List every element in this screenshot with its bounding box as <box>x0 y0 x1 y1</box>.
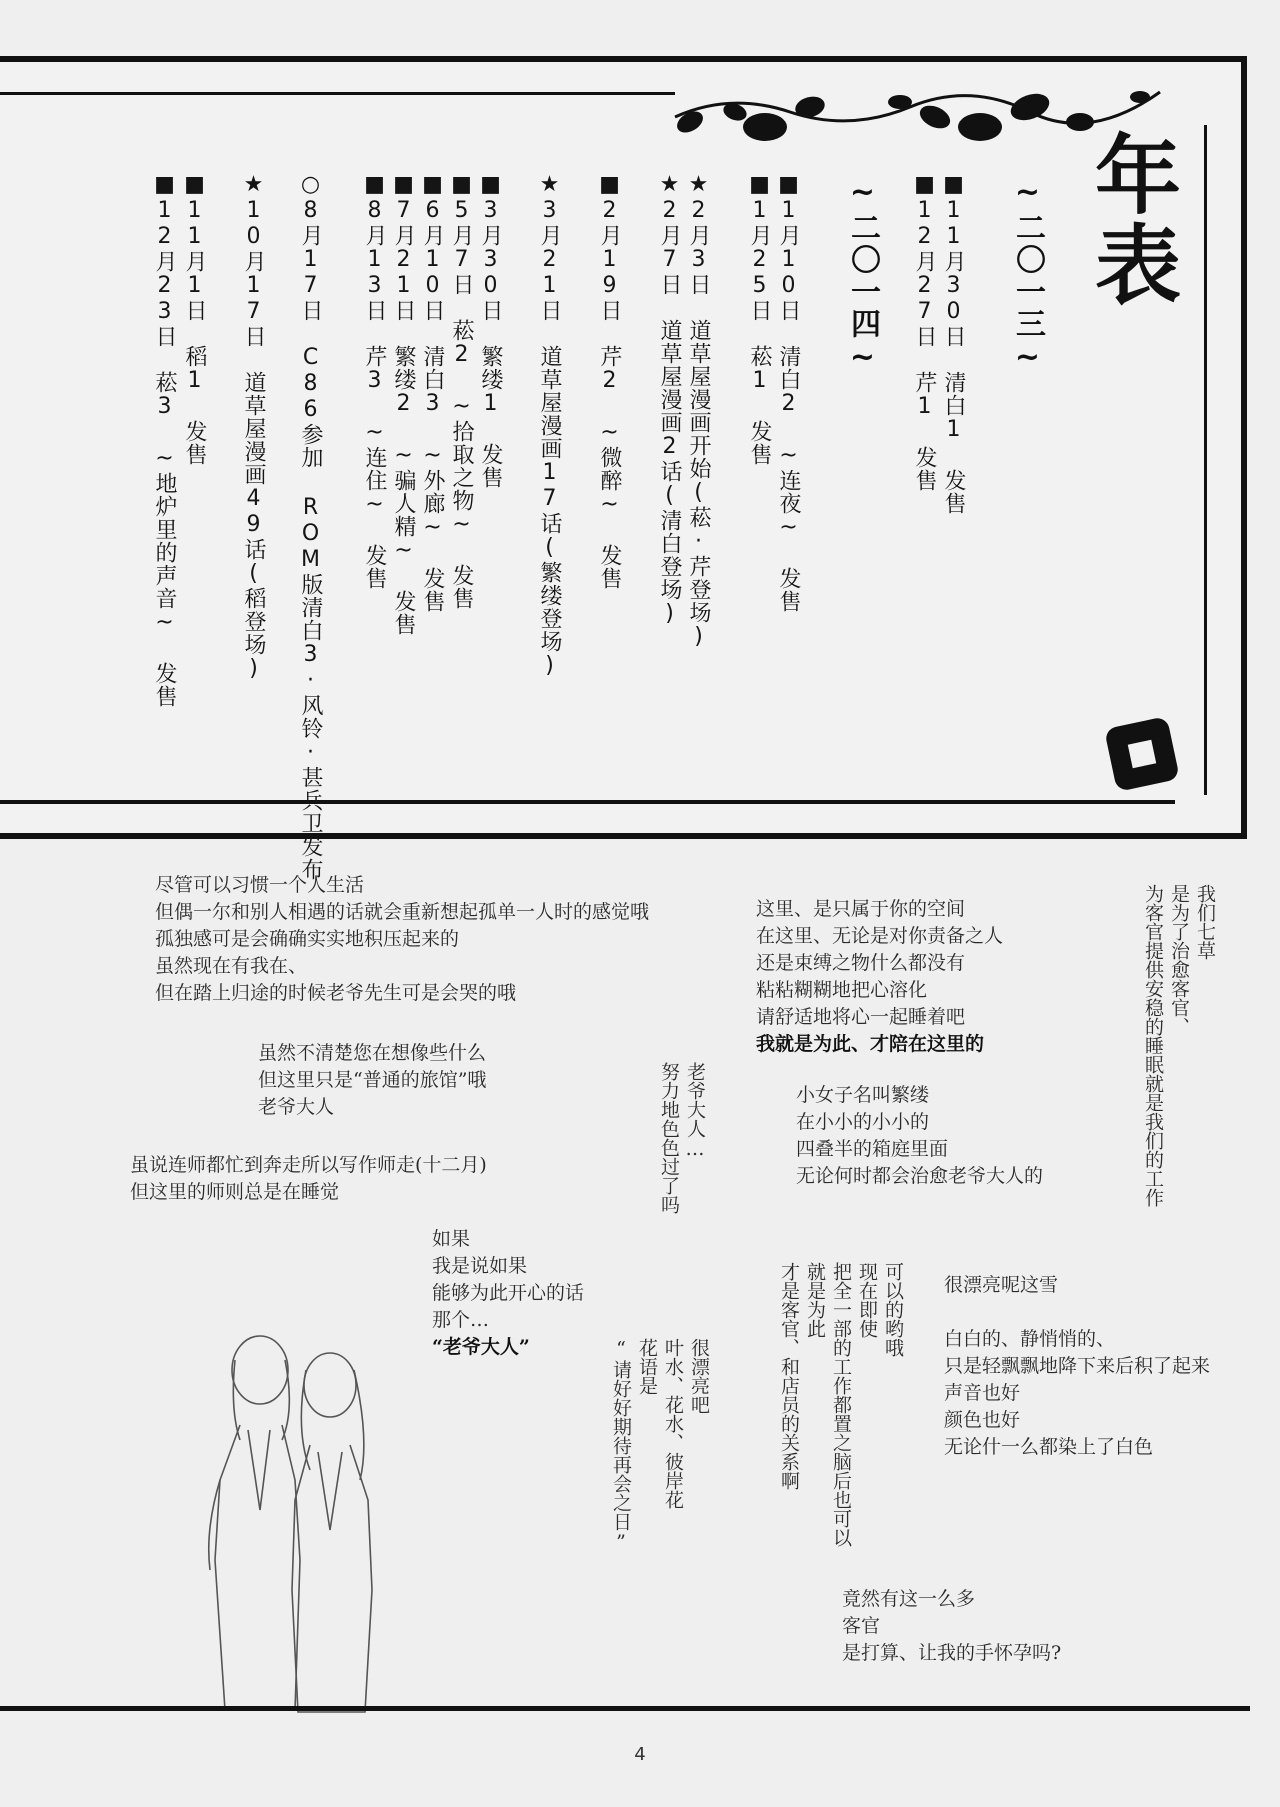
divider-line <box>1204 125 1207 795</box>
era-label-2014: ~二〇一四~ <box>845 175 880 377</box>
passage-block: 虽说连师都忙到奔走所以写作师走(十二月) 但这里的师则总是在睡觉 <box>130 1154 487 1203</box>
timeline-entry: ■11月1日 稻1 发售 <box>182 172 207 466</box>
divider-line <box>0 92 675 95</box>
timeline-entry: ■11月30日 清白1 发售 <box>941 172 966 515</box>
timeline-entry: ■12月23日 菘3 ~地炉里的声音~ 发售 <box>152 172 177 708</box>
passage-vertical: 老爷大人… 努力地色色过了吗 <box>658 1062 706 1214</box>
passage-block: 这里、是只属于你的空间 在这里、无论是对你责备之人 还是束缚之物什么都没有 粘粘糊糊地把心溶化 请舒适地将心一起睡着吧 我就是为此、才陪在这里的 <box>756 898 1004 1055</box>
passage-block: 尽管可以习惯一个人生活 但偶一尔和别人相遇的话就会重新想起孤单一人时的感觉哦 孤独感可是会确确实实地积压起来的 虽然现在有我在、 但在踏上归途的时候老爷先生可是会哭的哦 <box>155 874 650 1004</box>
timeline-entry: ■6月10日 清白3 ~外廊~ 发售 <box>420 172 445 613</box>
passage-block: 虽然不清楚您在想像些什么 但这里只是“普通的旅馆”哦 老爷大人 <box>258 1042 487 1118</box>
passage-vertical: 很漂亮吧 叶水、花水、彼岸花 花语是 “请好好期待再会之日” <box>610 1338 710 1553</box>
passage-vertical: 可以的哟哦 现在即使 把全一部的工作都置之脑后也可以 就是为此 才是客官、和店员的关系啊 <box>778 1262 904 1547</box>
timeline-entry: ○8月17日 C86参加 ROM版清白3·风铃·甚兵卫发布 <box>298 172 323 881</box>
passage-block: 很漂亮呢这雪 白白的、静悄悄的、 只是轻飘飘地降下来后积了起来 声音也好 颜色也好 无论什一么都染上了白色 <box>944 1274 1211 1458</box>
divider-line <box>0 1706 1250 1711</box>
page-title: 年表 <box>1080 130 1180 310</box>
timeline-entry: ★2月7日 道草屋漫画2话(清白登场) <box>657 172 682 627</box>
timeline-entry: ■5月7日 菘2 ~拾取之物~ 发售 <box>449 172 474 610</box>
passage-block: 小女子名叫繁缕 在小小的小小的 四叠半的箱庭里面 无论何时都会治愈老爷大人的 <box>796 1084 1044 1187</box>
page-number: 4 <box>634 1744 646 1765</box>
passage-block: 如果 我是说如果 能够为此开心的话 那个… “老爷大人” <box>432 1228 585 1358</box>
timeline-entry: ■8月13日 芹3 ~连住~ 发售 <box>362 172 387 590</box>
timeline-entry: ■3月30日 繁缕1 发售 <box>478 172 503 489</box>
timeline-entry: ■7月21日 繁缕2 ~骗人精~ 发售 <box>391 172 416 636</box>
timeline-entry: ★3月21日 道草屋漫画17话(繁缕登场) <box>537 172 562 679</box>
divider-line <box>0 800 1175 804</box>
passage-vertical: 我们七草 是为了治愈客官、 为客官提供安稳的睡眠就是我们的工作 <box>1142 884 1216 1207</box>
timeline-entry: ★10月17日 道草屋漫画49话(稻登场) <box>241 172 266 682</box>
era-label-2013: ~二〇一三~ <box>1010 175 1045 377</box>
timeline-entry: ★2月3日 道草屋漫画开始(菘·芹登场) <box>686 172 711 650</box>
passage-block: 竟然有这一么多 客官 是打算、让我的手怀孕吗? <box>842 1588 1062 1664</box>
timeline-entry: ■1月10日 清白2 ~连夜~ 发售 <box>776 172 801 613</box>
square-seal-icon <box>1104 716 1180 792</box>
timeline-entry: ■1月25日 菘1 发售 <box>747 172 772 466</box>
two-women-illustration <box>200 1330 380 1715</box>
timeline-entry: ■12月27日 芹1 发售 <box>912 172 937 492</box>
timeline-entry: ■2月19日 芹2 ~微醉~ 发售 <box>597 172 622 590</box>
